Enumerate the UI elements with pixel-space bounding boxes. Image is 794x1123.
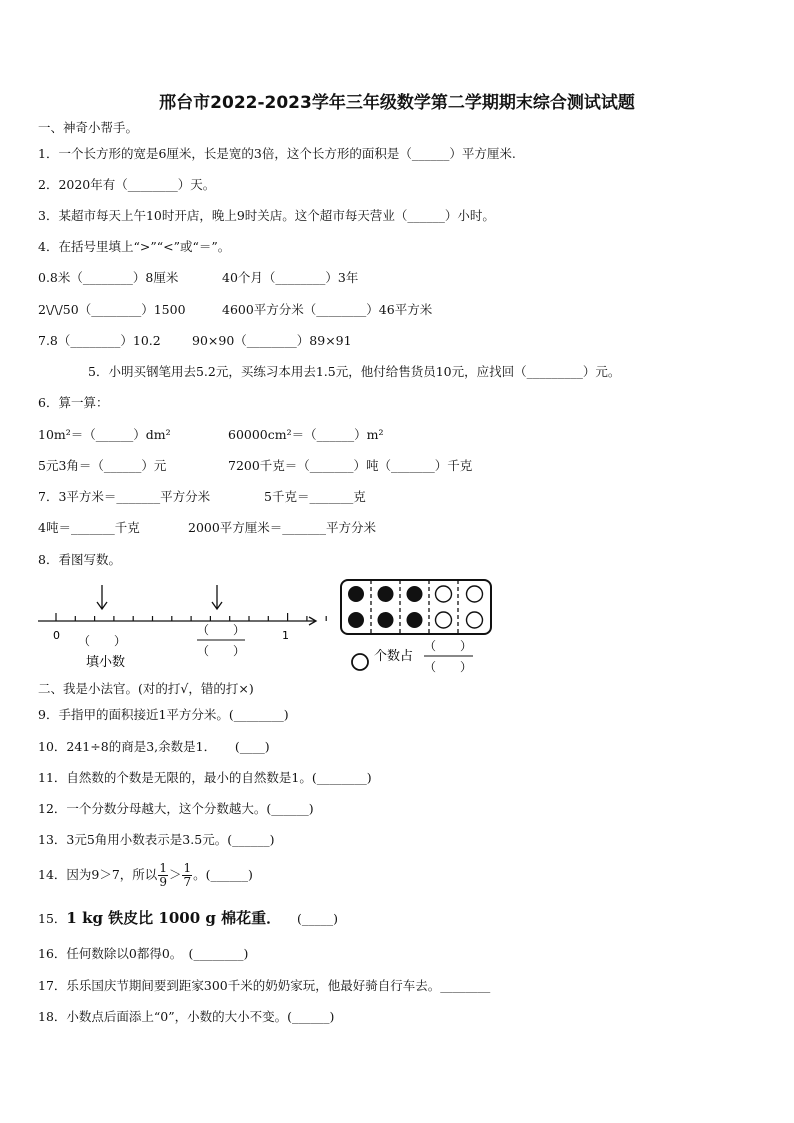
number-line-label-0: 0 xyxy=(53,629,60,642)
filled-dot-icon xyxy=(407,612,423,628)
fraction-denominator: 7 xyxy=(183,875,192,889)
question-9: 9．手指甲的面积接近1平方分米。(________) xyxy=(38,707,289,722)
filled-dot-icon xyxy=(348,612,364,628)
question-4-item-6: 90×90（________）89×91 xyxy=(192,333,352,348)
question-6-item-3: 5元3角＝（______）元 xyxy=(38,458,167,473)
question-15-body: 1 kg 铁皮比 1000 g 棉花重． xyxy=(66,909,282,927)
greater-than-sign: ＞ xyxy=(168,867,182,882)
question-15-number: 15． xyxy=(38,911,67,926)
question-14-prefix: 14．因为9＞7，所以 xyxy=(38,867,158,882)
question-7-item-4: 2000平方厘米＝_______平方分米 xyxy=(188,520,377,535)
question-4-item-1: 0.8米（________）8厘米 xyxy=(38,270,179,285)
fraction-numerator: 1 xyxy=(159,861,167,875)
question-15 xyxy=(38,908,338,929)
fill-decimal-label: 填小数 xyxy=(86,655,126,670)
question-7-item-1: 7．3平方米＝_______平方分米 xyxy=(38,489,211,504)
question-3: 3．某超市每天上午10时开店，晚上9时关店。这个超市每天营业（______）小时。 xyxy=(38,208,495,223)
question-8-figure xyxy=(30,575,500,680)
question-18: 18．小数点后面添上“0”，小数的大小不变。(______) xyxy=(38,1009,335,1024)
filled-dot-icon xyxy=(378,612,394,628)
question-2: 2．2020年有（________）天。 xyxy=(38,177,216,192)
question-11: 11．自然数的个数是无限的，最小的自然数是1。(________) xyxy=(38,770,372,785)
section-1-heading: 一、神奇小帮手。 xyxy=(38,120,139,135)
fraction-numerator: 1 xyxy=(183,861,192,875)
question-15-blank: (_____) xyxy=(296,911,338,926)
filled-dot-icon xyxy=(348,586,364,602)
question-6-item-2: 60000cm²＝（______）m² xyxy=(228,427,384,442)
arrow-down-icon xyxy=(212,585,222,609)
question-12: 12．一个分数分母越大，这个分数越大。(______) xyxy=(38,801,314,816)
hollow-dot-icon xyxy=(467,586,483,602)
decimal-answer-blank: （ ） xyxy=(78,634,127,648)
question-4-item-4: 4600平方分米（________）46平方米 xyxy=(222,302,433,317)
question-14 xyxy=(38,858,253,892)
hollow-dot-icon xyxy=(436,586,452,602)
question-4-item-5: 7.8（________）10.2 xyxy=(38,333,161,348)
section-2-heading: 二、我是小法官。(对的打√，错的打×) xyxy=(38,681,254,696)
filled-dot-icon xyxy=(378,586,394,602)
question-14-suffix: 。(______) xyxy=(193,867,253,882)
question-6: 6．算一算： xyxy=(38,395,109,410)
answer-circle-icon xyxy=(352,654,368,670)
arrow-down-icon xyxy=(97,585,107,609)
question-7-item-2: 5千克＝_______克 xyxy=(264,489,366,504)
dot-grid xyxy=(348,586,483,628)
fraction-one-seventh xyxy=(182,862,192,889)
question-7-item-3: 4吨＝_______千克 xyxy=(38,520,140,535)
question-6-item-1: 10m²＝（______）dm² xyxy=(38,427,171,442)
question-10: 10．241÷8的商是3,余数是1． (____) xyxy=(38,739,270,754)
question-4: 4．在括号里填上“>”“<”或“＝”。 xyxy=(38,239,231,254)
question-16: 16．任何数除以0都得0。 (________) xyxy=(38,946,249,961)
hollow-dot-icon xyxy=(467,612,483,628)
question-17: 17．乐乐国庆节期间要到距家300千米的奶奶家玩，他最好骑自行车去。________ xyxy=(38,978,491,993)
fraction-top-blank: （ ） xyxy=(197,623,246,637)
occupies-bottom-blank: （ ） xyxy=(424,660,473,674)
question-5: 5．小明买钢笔用去5.2元，买练习本用去1.5元，他付给售货员10元，应找回（_________）元。 xyxy=(88,364,621,379)
question-4-item-3: 2\/\/50（________）1500 xyxy=(38,302,186,317)
filled-dot-icon xyxy=(407,586,423,602)
occupies-label: 个数占 xyxy=(374,649,414,664)
occupies-top-blank: （ ） xyxy=(424,639,473,653)
fraction-one-ninth xyxy=(158,862,168,889)
hollow-dot-icon xyxy=(436,612,452,628)
fraction-denominator: 9 xyxy=(159,875,167,889)
question-13: 13．3元5角用小数表示是3.5元。(______) xyxy=(38,832,275,847)
question-4-item-2: 40个月（________）3年 xyxy=(222,270,359,285)
question-1: 1．一个长方形的宽是6厘米，长是宽的3倍，这个长方形的面积是（______）平方厘米. xyxy=(38,146,516,161)
number-line-ticks xyxy=(56,613,326,621)
page-title: 邢台市2022-2023学年三年级数学第二学期期末综合测试试题 xyxy=(159,93,635,113)
question-6-item-4: 7200千克＝（_______）吨（_______）千克 xyxy=(228,458,473,473)
number-line-label-1: 1 xyxy=(282,629,289,642)
fraction-bottom-blank: （ ） xyxy=(197,644,246,658)
question-8: 8．看图写数。 xyxy=(38,552,121,567)
